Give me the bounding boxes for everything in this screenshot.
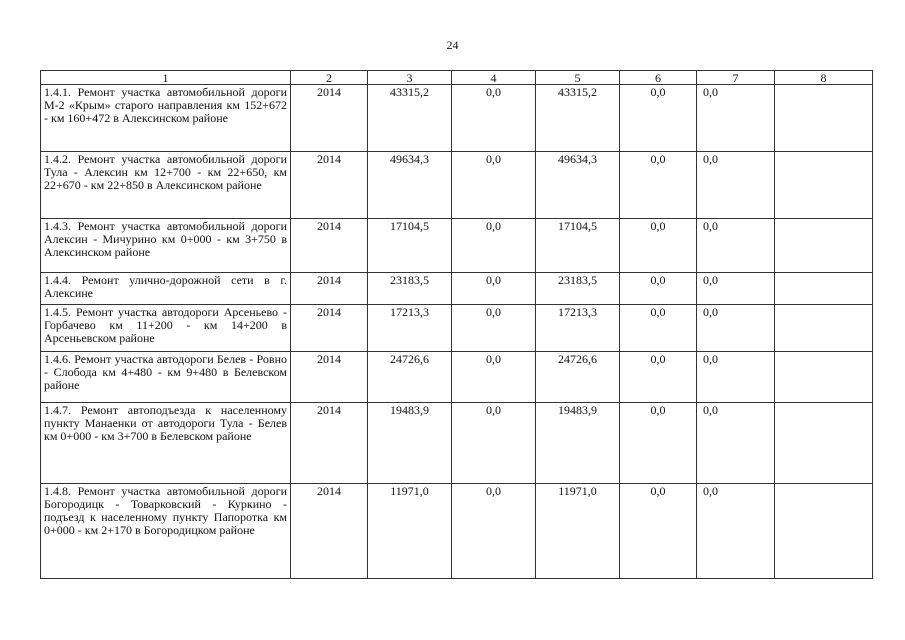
column-header: 8 [775,71,873,85]
row-description: 1.4.1. Ремонт участка автомобильной дороги М-2 «Крым» старого направления км 152+672 - км 160+472 в Алексинском районе [41,85,291,152]
row-col4: 0,0 [452,85,536,152]
row-description: 1.4.8. Ремонт участка автомобильной дороги Богородицк - Товарковский - Куркино - подъезд к населенному пункту Папоротка км 0+000 - км 2+170 в Богородицком районе [41,484,291,579]
row-col5: 23183,5 [536,273,620,305]
row-col3: 11971,0 [368,484,452,579]
row-description: 1.4.7. Ремонт автоподъезда к населенному пункту Манаенки от автодороги Тула - Белев км 0+000 - км 3+700 в Белевском районе [41,403,291,484]
row-col7: 0,0 [697,273,775,305]
row-year: 2014 [291,484,368,579]
row-col4: 0,0 [452,273,536,305]
row-col6: 0,0 [620,305,697,352]
row-col5: 19483,9 [536,403,620,484]
table-row [41,152,873,219]
row-year: 2014 [291,403,368,484]
row-col7: 0,0 [697,305,775,352]
row-col4: 0,0 [452,219,536,273]
page-number: 24 [446,38,459,52]
row-col7: 0,0 [697,152,775,219]
row-col6: 0,0 [620,403,697,484]
row-col3: 19483,9 [368,403,452,484]
row-col3: 23183,5 [368,273,452,305]
column-header: 7 [697,71,775,85]
row-col8 [775,152,873,219]
row-col8 [775,219,873,273]
table-row [41,352,873,403]
column-header: 4 [452,71,536,85]
row-col3: 17213,3 [368,305,452,352]
table-row [41,305,873,352]
row-col5: 24726,6 [536,352,620,403]
row-col8 [775,352,873,403]
row-description: 1.4.5. Ремонт участка автодороги Арсеньево - Горбачево км 11+200 - км 14+200 в Арсеньевском районе [41,305,291,352]
row-col7: 0,0 [697,85,775,152]
row-col8 [775,305,873,352]
row-col8 [775,273,873,305]
row-year: 2014 [291,85,368,152]
row-col3: 49634,3 [368,152,452,219]
row-col7: 0,0 [697,219,775,273]
table-row [41,273,873,305]
table-row [41,85,873,152]
row-col6: 0,0 [620,85,697,152]
row-col8 [775,85,873,152]
row-col8 [775,403,873,484]
row-col5: 17104,5 [536,219,620,273]
table-row [41,219,873,273]
column-header: 3 [368,71,452,85]
row-col7: 0,0 [697,484,775,579]
column-header: 6 [620,71,697,85]
column-header: 2 [291,71,368,85]
road-repair-table [40,70,873,579]
row-col5: 43315,2 [536,85,620,152]
row-year: 2014 [291,273,368,305]
row-year: 2014 [291,152,368,219]
row-col4: 0,0 [452,403,536,484]
table-row [41,403,873,484]
row-col6: 0,0 [620,273,697,305]
table-header-row [41,71,873,85]
row-col7: 0,0 [697,403,775,484]
row-col4: 0,0 [452,305,536,352]
row-col6: 0,0 [620,352,697,403]
row-col6: 0,0 [620,484,697,579]
row-year: 2014 [291,305,368,352]
row-col5: 49634,3 [536,152,620,219]
row-year: 2014 [291,352,368,403]
row-col6: 0,0 [620,219,697,273]
column-header: 1 [41,71,291,85]
row-description: 1.4.6. Ремонт участка автодороги Белев - Ровно - Слобода км 4+480 - км 9+480 в Белевском районе [41,352,291,403]
row-col4: 0,0 [452,484,536,579]
row-col7: 0,0 [697,352,775,403]
row-description: 1.4.2. Ремонт участка автомобильной дороги Тула - Алексин км 12+700 - км 22+650, км 22+670 - км 22+850 в Алексинском районе [41,152,291,219]
row-col5: 17213,3 [536,305,620,352]
row-year: 2014 [291,219,368,273]
row-col3: 43315,2 [368,85,452,152]
row-col8 [775,484,873,579]
column-header: 5 [536,71,620,85]
row-col3: 24726,6 [368,352,452,403]
row-col6: 0,0 [620,152,697,219]
row-col4: 0,0 [452,152,536,219]
row-col3: 17104,5 [368,219,452,273]
row-col5: 11971,0 [536,484,620,579]
table-row [41,484,873,579]
row-col4: 0,0 [452,352,536,403]
row-description: 1.4.4. Ремонт улично-дорожной сети в г. Алексине [41,273,291,305]
row-description: 1.4.3. Ремонт участка автомобильной дороги Алексин - Мичурино км 0+000 - км 3+750 в Алексинском районе [41,219,291,273]
